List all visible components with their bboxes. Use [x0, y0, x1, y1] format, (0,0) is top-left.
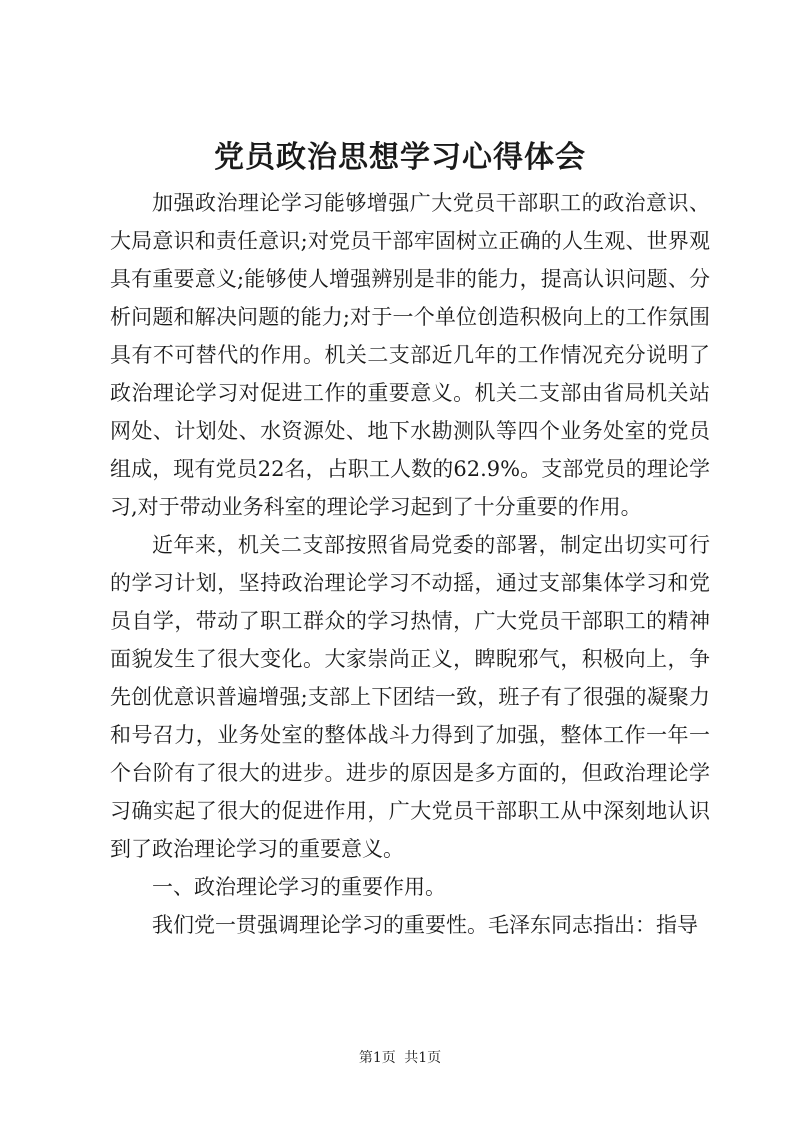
section-heading: 一、政治理论学习的重要作用。	[152, 875, 446, 899]
document-body	[110, 184, 710, 944]
document-title: 党员政治思想学习心得体会	[214, 140, 586, 175]
page-total: 共1页	[404, 1050, 442, 1066]
page-footer	[0, 1048, 800, 1068]
paragraph: 我们党一贯强调理论学习的重要性。毛泽东同志指出：指导	[152, 913, 698, 937]
paragraph: 近年来，机关二支部按照省局党委的部署，制定出切实可行的学习计划，坚持政治理论学习不动摇，通过支部集体学习和党员自学，带动了职工群众的学习热情，广大党员干部职工的精神面貌发生了很大变化。大家崇尚正义，睥睨邪气，积极向上，争先创优意识普遍增强;支部上下团结一致，班子有了很强的凝聚力和号召力，业务处室的整体战斗力得到了加强，整体工作一年一个台阶有了很大的进步。进步的原因是多方面的，但政治理论学习确实起了很大的促进作用，广大党员干部职工从中深刻地认识到了政治理论学习的重要意义。	[110, 533, 710, 861]
paragraph: 加强政治理论学习能够增强广大党员干部职工的政治意识、大局意识和责任意识;对党员干部牢固树立正确的人生观、世界观具有重要意义;能够使人增强辨别是非的能力，提高认识问题、分析问题和解决问题的能力;对于一个单位创造积极向上的工作氛围具有不可替代的作用。机关二支部近几年的工作情况充分说明了政治理论学习对促进工作的重要意义。机关二支部由省局机关站网处、计划处、水资源处、地下水勘测队等四个业务处室的党员组成，现有党员22名，占职工人数的62.9%。支部党员的理论学习,对于带动业务科室的理论学习起到了十分重要的作用。	[110, 191, 710, 519]
page-number: 第1页	[358, 1050, 396, 1066]
